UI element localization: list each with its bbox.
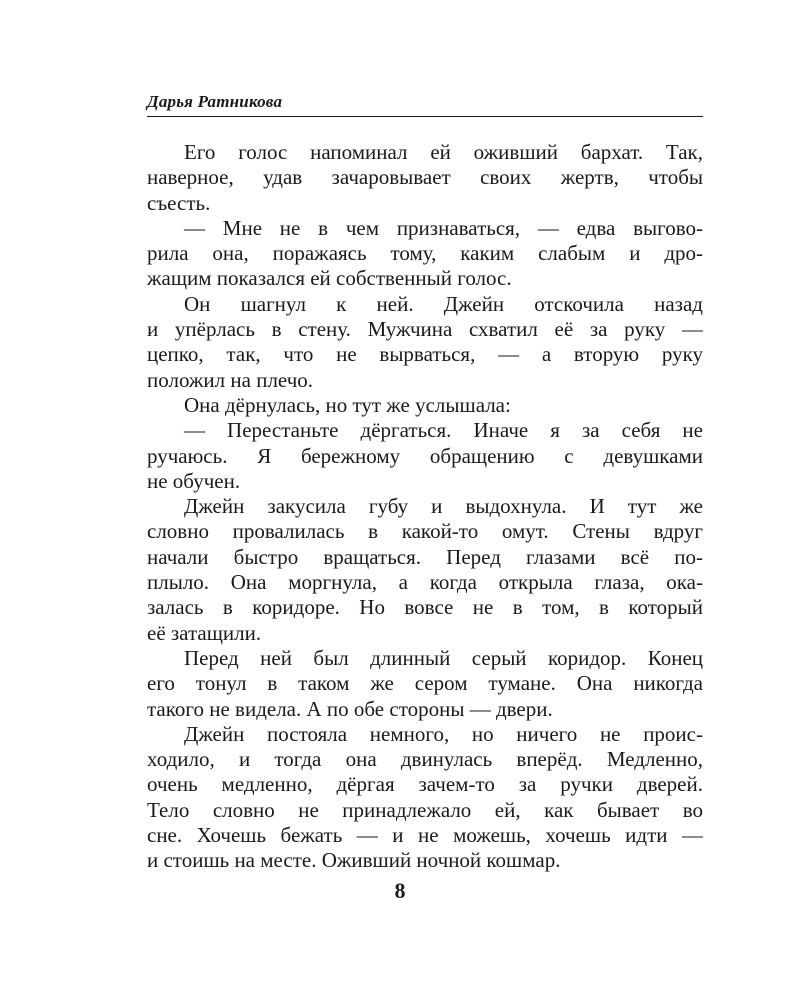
text-line: Тело словно не принадлежало ей, как бывает во [147, 797, 703, 822]
text-line: наверное, удав зачаровывает своих жертв, чтобы [147, 165, 703, 190]
text-line: его тонул в таком же сером тумане. Она никогда [147, 671, 703, 696]
text-line: положил на плечо. [147, 367, 314, 392]
text-line: ручаюсь. Я бережному обращению с девушками [147, 443, 703, 468]
text-line: рила она, поражаясь тому, каким слабым и дро- [147, 241, 703, 266]
text-line: — Перестаньте дёргаться. Иначе я за себя не [184, 418, 703, 443]
text-line: очень медленно, дёргая зачем-то за ручки дверей. [147, 772, 703, 797]
running-head-author: Дарья Ратникова [147, 92, 283, 111]
text-line: и стоишь на месте. Оживший ночной кошмар. [147, 848, 561, 873]
text-line: — Мне не в чем признаваться, — едва выгово- [184, 215, 703, 240]
text-line: ходило, и тогда она двинулась вперёд. Медленно, [147, 747, 703, 772]
text-line: Перед ней был длинный серый коридор. Конец [184, 645, 703, 670]
text-line: Джейн закусила губу и выдохнула. И тут же [184, 494, 703, 519]
text-line: сне. Хочешь бежать — и не можешь, хочешь идти — [147, 823, 703, 848]
header-rule [147, 116, 703, 117]
text-line: её затащили. [147, 620, 262, 645]
text-line: не обучен. [147, 468, 241, 493]
page-number: 8 [394, 878, 406, 903]
text-line: начали быстро вращаться. Перед глазами всё по- [147, 544, 703, 569]
text-line: цепко, так, что не вырваться, — а вторую руку [147, 342, 703, 367]
text-line: словно провалилась в какой-то омут. Стены вдруг [147, 519, 703, 544]
text-line: залась в коридоре. Но вовсе не в том, в который [147, 595, 703, 620]
text-line: такого не видела. А по обе стороны — двери. [147, 696, 553, 721]
body-text [147, 140, 703, 874]
text-line: Джейн постояла немного, но ничего не проис- [184, 721, 703, 746]
text-line: и упёрлась в стену. Мужчина схватил её за руку — [147, 317, 703, 342]
text-line: плыло. Она моргнула, а когда открыла глаза, ока- [147, 570, 703, 595]
text-line: Она дёрнулась, но тут же услышала: [184, 392, 511, 417]
page-header [147, 92, 703, 114]
text-line: съесть. [147, 190, 211, 215]
text-line: Он шагнул к ней. Джейн отскочила назад [184, 291, 703, 316]
text-line: жащим показался ей собственный голос. [147, 266, 512, 291]
text-line: Его голос напоминал ей оживший бархат. Так, [184, 140, 703, 164]
